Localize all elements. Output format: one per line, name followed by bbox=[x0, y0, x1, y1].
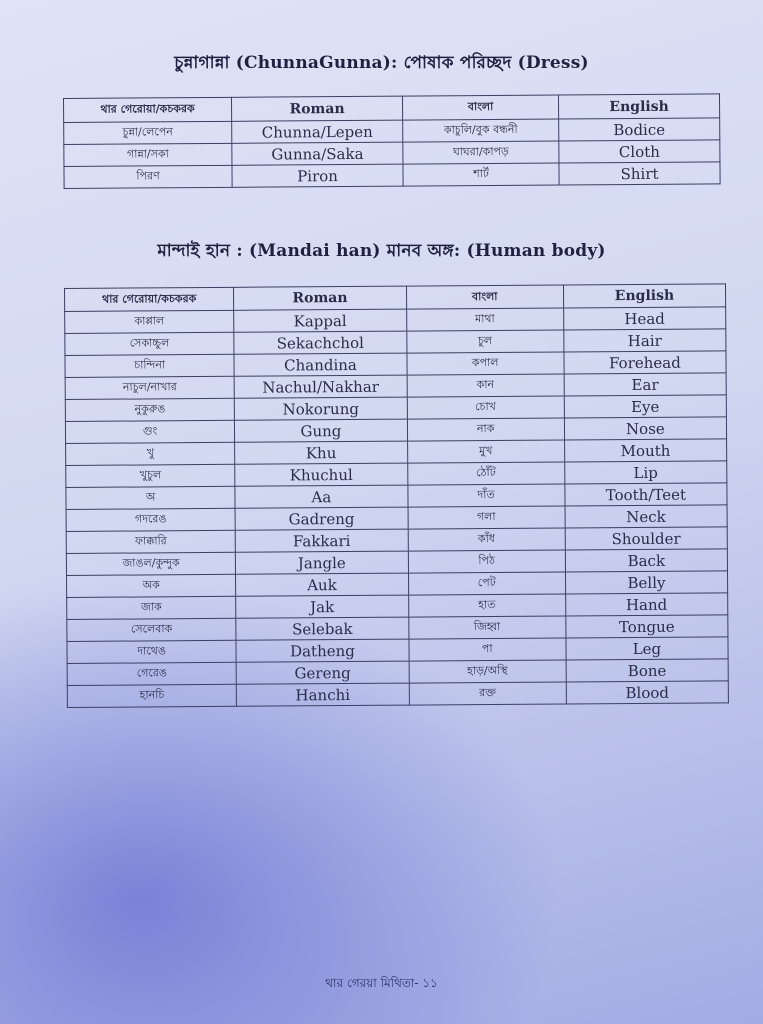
cell-english: Bodice bbox=[559, 118, 720, 141]
cell-bangla: হাড়/অস্থি bbox=[409, 660, 566, 683]
page-footer: থার গেরয়া মিথিতা- ১১ bbox=[325, 976, 438, 990]
cell-kokborok: জাক bbox=[67, 596, 236, 619]
cell-roman: Gung bbox=[235, 419, 407, 442]
cell-english: Leg bbox=[566, 637, 728, 660]
cell-bangla: পেট bbox=[408, 572, 565, 595]
cell-english: Back bbox=[565, 549, 727, 572]
cell-roman: Chandina bbox=[234, 353, 406, 376]
cell-roman: Nokorung bbox=[235, 397, 407, 420]
cell-roman: Fakkari bbox=[235, 529, 407, 552]
cell-kokborok: জাঙল/কুন্দুক bbox=[66, 552, 235, 575]
cell-bangla: নাক bbox=[407, 418, 564, 441]
column-header-bangla: বাংলা bbox=[402, 95, 558, 120]
column-header-roman: Roman bbox=[234, 286, 406, 310]
cell-english: Tooth/Teet bbox=[565, 483, 727, 506]
cell-bangla: কাচুলি/বুক বন্ধনী bbox=[403, 119, 559, 142]
dress-vocabulary-table bbox=[63, 93, 721, 189]
column-header-roman: Roman bbox=[231, 96, 402, 121]
cell-roman: Aa bbox=[235, 485, 407, 508]
cell-roman: Auk bbox=[236, 573, 408, 596]
cell-kokborok: নুকুরুঙ bbox=[65, 398, 234, 421]
cell-kokborok: অ bbox=[66, 486, 235, 509]
cell-bangla: চোখ bbox=[407, 396, 564, 419]
table-row bbox=[64, 162, 720, 189]
cell-bangla: কান bbox=[407, 374, 564, 397]
cell-roman: Chunna/Lepen bbox=[232, 120, 403, 143]
cell-kokborok: চান্দিনা bbox=[65, 354, 234, 377]
cell-bangla: রক্ত bbox=[409, 682, 566, 705]
cell-kokborok: গান্না/সকা bbox=[64, 143, 232, 166]
column-header-english: English bbox=[558, 94, 719, 119]
cell-kokborok: কাপ্পাল bbox=[65, 310, 234, 333]
cell-english: Ear bbox=[564, 373, 726, 396]
cell-kokborok: চুন্না/লেপেন bbox=[64, 121, 232, 144]
cell-bangla: কাঁধ bbox=[408, 528, 565, 551]
cell-english: Mouth bbox=[564, 439, 726, 462]
cell-bangla: পা bbox=[409, 638, 566, 661]
cell-english: Shoulder bbox=[565, 527, 727, 550]
cell-kokborok: দাথেঙ bbox=[67, 640, 236, 663]
cell-english: Bone bbox=[566, 659, 728, 682]
cell-roman: Khu bbox=[235, 441, 407, 464]
cell-roman: Piron bbox=[232, 164, 403, 187]
cell-kokborok: সেলেবাক bbox=[67, 618, 236, 641]
cell-english: Shirt bbox=[559, 162, 720, 185]
cell-roman: Kappal bbox=[234, 309, 406, 332]
cell-bangla: মুখ bbox=[407, 440, 564, 463]
cell-roman: Hanchi bbox=[237, 683, 409, 706]
cell-roman: Sekachchol bbox=[234, 331, 406, 354]
cell-kokborok: পিরণ bbox=[64, 165, 232, 188]
cell-english: Head bbox=[563, 307, 725, 330]
human-body-section-title: মান্দাই হান : (Mandai han) মানব অঙ্গ: (Human body) bbox=[157, 241, 606, 261]
cell-roman: Selebak bbox=[236, 617, 408, 640]
cell-roman: Gunna/Saka bbox=[232, 142, 403, 165]
cell-english: Eye bbox=[564, 395, 726, 418]
table-row bbox=[67, 681, 728, 708]
cell-roman: Jak bbox=[236, 595, 408, 618]
cell-kokborok: খু bbox=[66, 442, 235, 465]
cell-english: Forehead bbox=[564, 351, 726, 374]
cell-english: Tongue bbox=[566, 615, 728, 638]
cell-kokborok: নাচুল/নাখার bbox=[65, 376, 234, 399]
cell-english: Belly bbox=[565, 571, 727, 594]
cell-kokborok: গুং bbox=[65, 420, 234, 443]
cell-english: Blood bbox=[566, 681, 728, 704]
cell-roman: Khuchul bbox=[235, 463, 407, 486]
column-header-kokborok: থার গেরোয়া/কচকরক bbox=[65, 287, 234, 311]
cell-bangla: শার্ট bbox=[403, 163, 559, 186]
cell-bangla: হাত bbox=[408, 594, 565, 617]
cell-bangla: দাঁত bbox=[407, 484, 564, 507]
cell-kokborok: গেরেঙ bbox=[67, 662, 236, 685]
cell-bangla: গলা bbox=[408, 506, 565, 529]
cell-roman: Jangle bbox=[236, 551, 408, 574]
cell-english: Hair bbox=[564, 329, 726, 352]
cell-english: Nose bbox=[564, 417, 726, 440]
cell-english: Lip bbox=[564, 461, 726, 484]
cell-english: Cloth bbox=[559, 140, 720, 163]
column-header-bangla: বাংলা bbox=[406, 285, 563, 309]
cell-kokborok: খুচুল bbox=[66, 464, 235, 487]
cell-kokborok: অক bbox=[67, 574, 236, 597]
dress-section-title: চুন্নাগান্না (ChunnaGunna): পোষাক পরিচ্ছদ (Dress) bbox=[174, 53, 589, 73]
column-header-kokborok: থার গেরোয়া/কচকরক bbox=[64, 97, 232, 122]
cell-kokborok: গদরেঙ bbox=[66, 508, 235, 531]
cell-bangla: চুল bbox=[406, 330, 563, 353]
cell-bangla: ঘাঘরা/কাপড় bbox=[403, 141, 559, 164]
cell-kokborok: সেকাচ্চুল bbox=[65, 332, 234, 355]
cell-roman: Gadreng bbox=[235, 507, 407, 530]
cell-kokborok: ফাক্কারি bbox=[66, 530, 235, 553]
cell-bangla: পিঠ bbox=[408, 550, 565, 573]
cell-english: Neck bbox=[565, 505, 727, 528]
cell-bangla: জিহ্বা bbox=[408, 616, 565, 639]
cell-english: Hand bbox=[565, 593, 727, 616]
cell-roman: Datheng bbox=[236, 639, 408, 662]
cell-bangla: কপাল bbox=[407, 352, 564, 375]
cell-roman: Nachul/Nakhar bbox=[234, 375, 406, 398]
cell-bangla: মাথা bbox=[406, 308, 563, 331]
cell-roman: Gereng bbox=[236, 661, 408, 684]
column-header-english: English bbox=[563, 284, 725, 308]
human-body-vocabulary-table bbox=[64, 283, 729, 708]
cell-bangla: ঠোঁট bbox=[407, 462, 564, 485]
cell-kokborok: হানচি bbox=[67, 684, 236, 707]
